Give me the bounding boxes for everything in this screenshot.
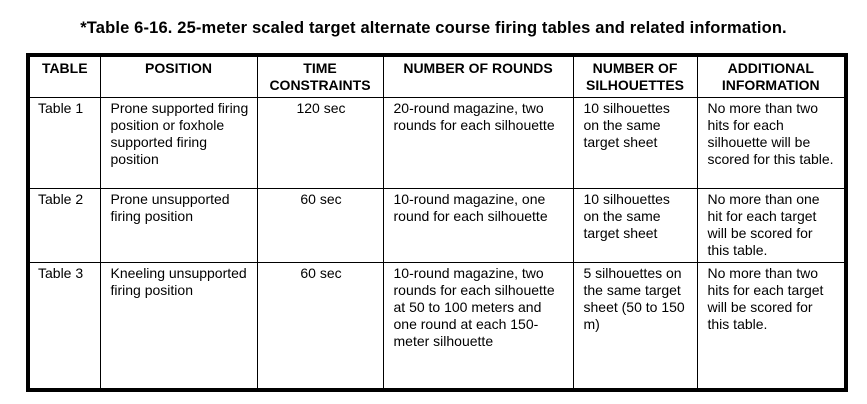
header-position: POSITION bbox=[100, 57, 257, 98]
cell-position: Prone unsupported firing position bbox=[100, 188, 257, 262]
cell-position: Kneeling unsupported firing position bbox=[100, 262, 257, 388]
cell-table: Table 1 bbox=[30, 98, 100, 189]
cell-table: Table 2 bbox=[30, 188, 100, 262]
header-time-constraints: TIME CONSTRAINTS bbox=[257, 57, 383, 98]
header-number-of-rounds: NUMBER OF ROUNDS bbox=[383, 57, 573, 98]
cell-info: No more than two hits for each silhouette will be scored for this table. bbox=[697, 98, 844, 189]
cell-table: Table 3 bbox=[30, 262, 100, 388]
cell-silhouettes: 5 silhouettes on the same target sheet (50 to 150 m) bbox=[573, 262, 697, 388]
firing-table bbox=[30, 57, 844, 388]
cell-silhouettes: 10 silhouettes on the same target sheet bbox=[573, 98, 697, 189]
cell-info: No more than two hits for each target will be scored for this table. bbox=[697, 262, 844, 388]
cell-position: Prone supported firing position or foxhole supported firing position bbox=[100, 98, 257, 189]
header-additional-information: ADDITIONAL INFORMATION bbox=[697, 57, 844, 98]
cell-rounds: 20-round magazine, two rounds for each silhouette bbox=[383, 98, 573, 189]
cell-info: No more than one hit for each target will be scored for this table. bbox=[697, 188, 844, 262]
cell-time: 60 sec bbox=[257, 262, 383, 388]
table-row bbox=[30, 188, 844, 262]
cell-silhouettes: 10 silhouettes on the same target sheet bbox=[573, 188, 697, 262]
header-table: TABLE bbox=[30, 57, 100, 98]
table-caption: *Table 6-16. 25-meter scaled target alternate course firing tables and related information. bbox=[80, 19, 787, 37]
cell-rounds: 10-round magazine, one round for each silhouette bbox=[383, 188, 573, 262]
firing-table-container bbox=[26, 53, 848, 392]
header-number-of-silhouettes: NUMBER OF SILHOUETTES bbox=[573, 57, 697, 98]
table-row bbox=[30, 98, 844, 189]
table-row bbox=[30, 262, 844, 388]
cell-rounds: 10-round magazine, two rounds for each silhouette at 50 to 100 meters and one round at each 150-meter silhouette bbox=[383, 262, 573, 388]
cell-time: 60 sec bbox=[257, 188, 383, 262]
cell-time: 120 sec bbox=[257, 98, 383, 189]
header-row bbox=[30, 57, 844, 98]
